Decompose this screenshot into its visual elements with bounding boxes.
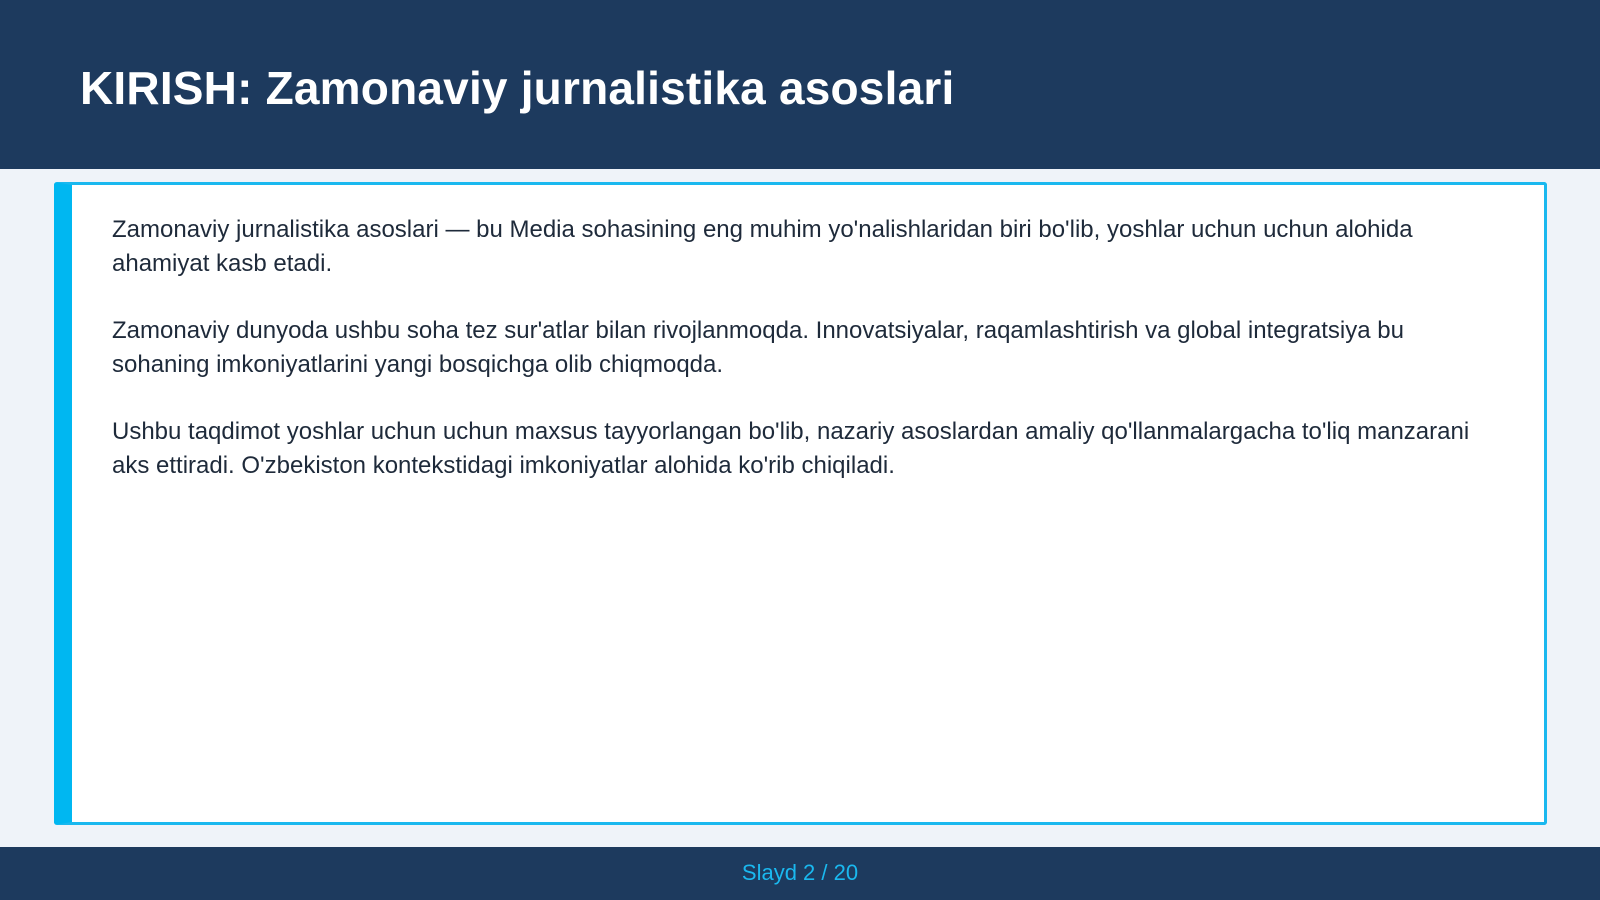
paragraph-intro: Zamonaviy jurnalistika asoslari — bu Media sohasining eng muhim yo'nalishlaridan biri bo'lib, yoshlar uchun uchun alohida ahamiyat kasb etadi. (112, 216, 1413, 277)
paragraph-presentation: Ushbu taqdimot yoshlar uchun uchun maxsus tayyorlangan bo'lib, nazariy asoslardan amaliy qo'llanmalargacha to'liq manzarani aks ettiradi. O'zbekiston kontekstidagi imkoniyatlar alohida ko'rib chiqiladi. (112, 418, 1470, 479)
slide-number: Slayd 2 / 20 (741, 860, 859, 885)
slide-header (0, 0, 1600, 169)
paragraph-development: Zamonaviy dunyoda ushbu soha tez sur'atlar bilan rivojlanmoqda. Innovatsiyalar, raqamlashtirish va global integratsiya bu sohaning imkoniyatlarini yangi bosqichga olib chiqmoqda. (112, 317, 1404, 378)
content-card (54, 182, 1547, 825)
slide-footer (0, 847, 1600, 900)
content-text (112, 213, 1502, 516)
slide-title: KIRISH: Zamonaviy jurnalistika asoslari (80, 62, 955, 114)
